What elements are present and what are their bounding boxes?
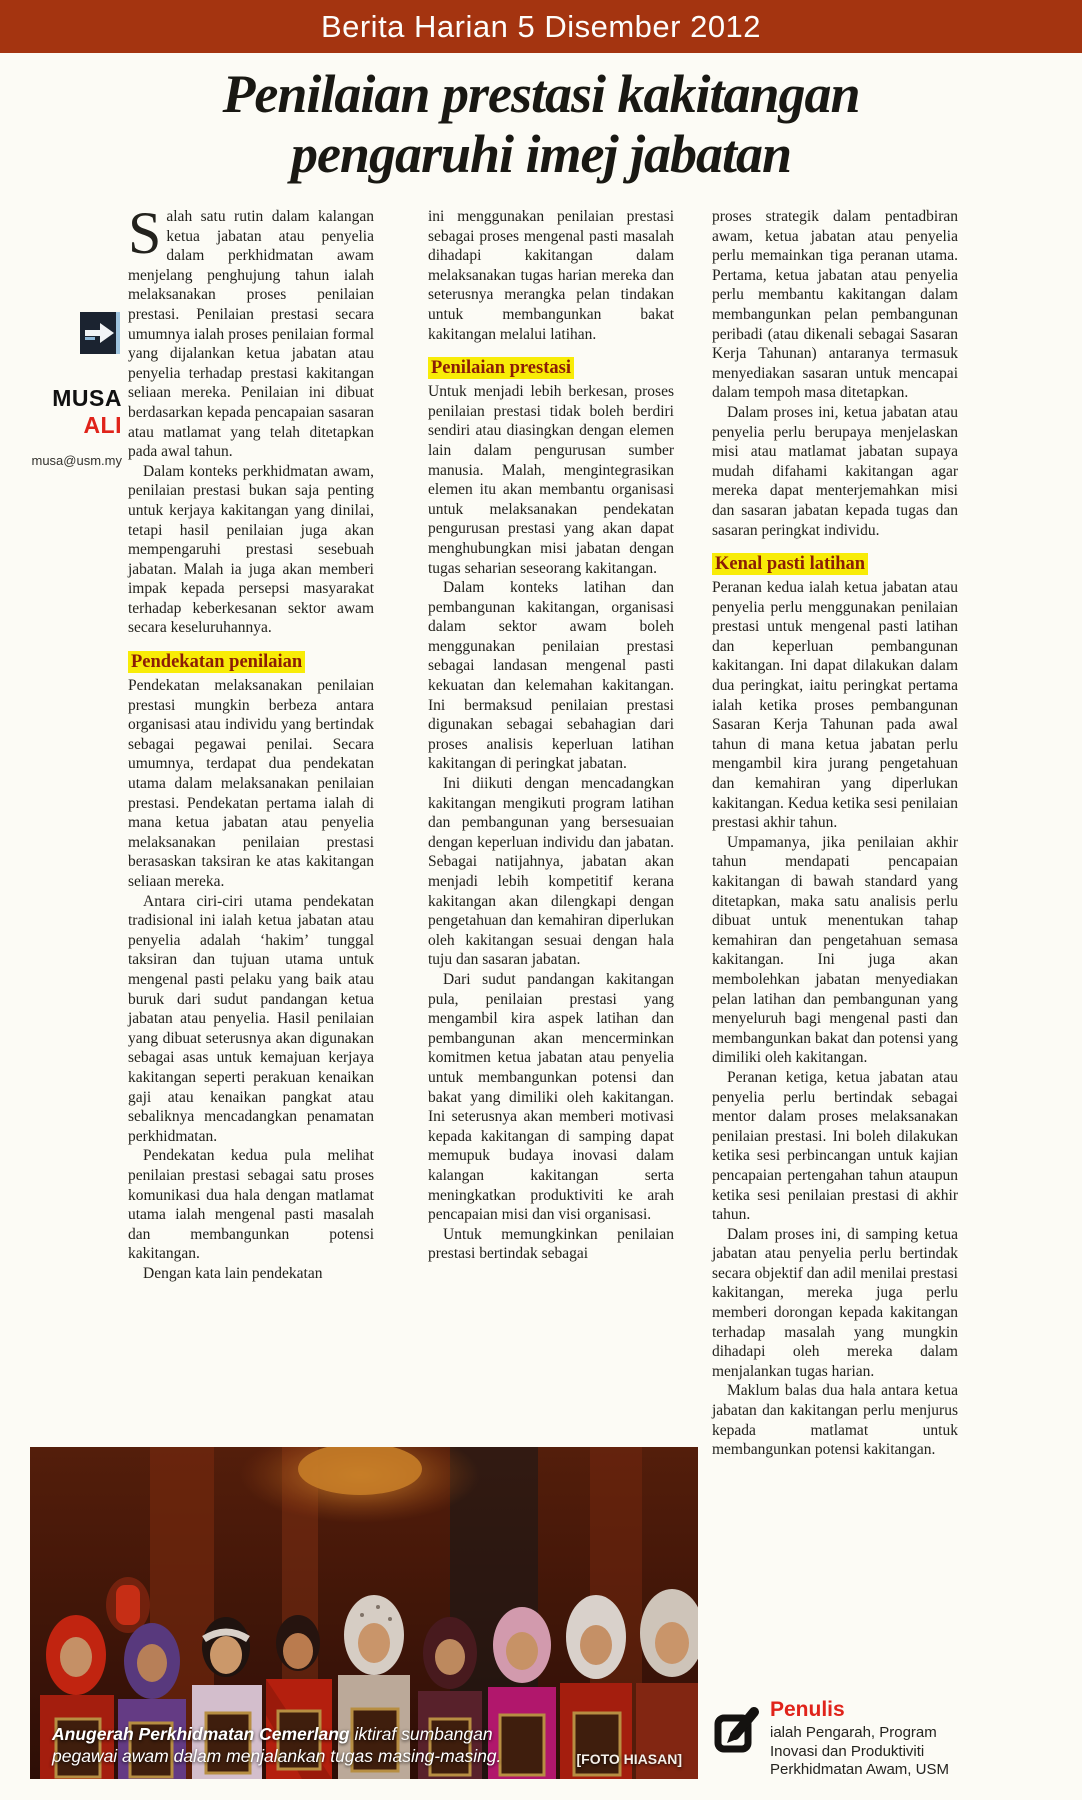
author-rail [18,312,122,468]
body-paragraph: Maklum balas dua hala antara ketua jabatan dan kakitangan perlu menjurus kepada matlamat untuk membangunkan potensi kakitangan. [712,1382,958,1459]
penulis-body [770,1698,966,1780]
body-paragraph: Pendekatan melaksanakan penilaian prestasi mungkin berbeza antara organisasi atau individu yang bertindak sebagai pegawai penilai. Secara umumnya, terdapat dua pendekatan utama dalam melaksanakan penilaian prestasi. Pendekatan pertama ialah di mana ketua jabatan atau penyelia melaksanakan penilaian prestasi berasaskan taksiran ke atas kakitangan seliaan mereka. [128,677,374,890]
body-paragraph: Dalam proses ini, di samping ketua jabatan atau penyelia perlu bertindak secara objektif dan adil menilai prestasi kakitangan, mereka juga perlu memberi dorongan kepada kakitangan terhadap masalah yang mungkin dihadapi oleh mereka dalam menjalankan tugas harian. [712,1225,958,1380]
body-paragraph: Pendekatan kedua pula melihat penilaian prestasi sebagai satu proses komunikasi dua hala dengan matlamat utama ialah mengenal pasti masalah dan membangunkan potensi kakitangan. [128,1147,374,1263]
highlighted-subheading: Kenal pasti latihan [712,553,868,575]
author-last-name: ALI [83,412,122,438]
masthead-title: Berita Harian 5 Disember 2012 [320,8,762,44]
photo-credit: [FOTO HIASAN] [576,1751,682,1767]
headline-line-2: pengaruhi imej jabatan [290,124,792,184]
pen-edit-icon [714,1706,760,1754]
photo-caption [52,1723,548,1767]
body-paragraph: Peranan kedua ialah ketua jabatan atau penyelia perlu menggunakan penilaian prestasi untuk mengenal pasti latihan dan keperluan pembangunan kakitangan. Ini dapat dilakukan dalam dua peringkat, iaitu peringkat pertama ialah ketika proses pembangunan Sasaran Kerja Tahunan pada awal tahun di mana ketua jabatan perlu mengambil kira jurang pengetahuan dan kemahiran yang diperlukan kakitangan. Kedua ketika sesi penilaian prestasi akhir tahun. [712,579,958,832]
headline-line-1: Penilaian prestasi kakitangan [222,64,860,124]
body-paragraph: Dengan kata lain pendekatan [143,1264,323,1282]
body-paragraph: ini menggunakan penilaian prestasi sebagai proses mengenal pasti masalah dihadapi kakitangan dalam melaksanakan tugas harian mereka dan seterusnya merangka pelan tindakan untuk membangunkan bakat kakitangan melalui latihan. [428,208,674,343]
body-paragraph: Dari sudut pandangan kakitangan pula, penilaian prestasi yang mengambil kira aspek latihan dan pembangunan akan mencerminkan komitmen ketua jabatan atau penyelia untuk membangunkan potensi dan bakat yang dimiliki oleh kakitangan. Ini seterusnya akan memberi motivasi kepada kakitangan di samping dapat memupuk budaya inovasi dalam kalangan kakitangan serta meningkatkan produktiviti ke arah pencapaian misi dan visi organisasi. [428,970,674,1224]
article-column-2 [428,207,674,1264]
penulis-box [714,1698,966,1780]
lead-paragraph-text: alah satu rutin dalam kalangan ketua jabatan atau penyelia dalam perkhidmatan awam menjelang penghujung tahun ialah melaksanakan proses penilaian prestasi. Penilaian prestasi secara umumnya ialah proses penilaian formal yang dijalankan ketua jabatan atau penyelia terhadap prestasi kakitangan seliaan mereka. Penilaian ini dibuat berdasarkan kepada pencapaian sasaran atau matlamat yang telah ditetapkan pada awal tahun. [128,208,374,461]
body-paragraph: Untuk memungkinkan penilaian prestasi bertindak sebagai [428,1225,674,1263]
masthead-banner [0,0,1082,53]
body-paragraph: Untuk menjadi lebih berkesan, proses penilaian prestasi tidak boleh berdiri sendiri atau diasingkan dengan elemen lain dalam pengurusan sumber manusia. Malah, mengintegrasikan elemen itu akan membantu organisasi untuk melaksanakan pendekatan pengurusan prestasi yang akan dapat menghubungkan misi jabatan dengan tugas seharian seseorang kakitangan. [428,383,674,577]
drop-cap: S [128,200,162,266]
article-column-1 [128,200,374,1283]
penulis-text: ialah Pengarah, Program Inovasi dan Produktiviti Perkhidmatan Awam, USM [770,1724,949,1778]
body-paragraph: Ini diikuti dengan mencadangkan kakitangan mengikuti program latihan dan pembangunan yang bersesuaian dengan keperluan individu dan jabatan. Sebagai natijahnya, jabatan akan menjadi lebih kompetitif kerana kakitangan akan dilengkapi dengan pengetahuan dan kemahiran diperlukan oleh kakitangan sesuai dengan hala tuju dan sasaran jabatan. [428,775,674,969]
body-paragraph: Antara ciri-ciri utama pendekatan tradisional ini ialah ketua jabatan atau penyelia adalah ‘hakim’ tunggal taksiran dan tujuan utama untuk mengenal pasti pelaku yang baik atau buruk dari sudut pandangan ketua jabatan atau penyelia. Hasil penilaian yang dibuat seterusnya akan digunakan sebagai asas untuk kemajuan kerjaya kakitangan seperti perakuan kenaikan gaji atau kenaikan pangkat atau sebaliknya mencadangkan penamatan perkhidmatan. [128,892,374,1145]
body-paragraph: Dalam konteks perkhidmatan awam, penilaian prestasi bukan saja penting untuk kerjaya kakitangan yang dinilai, tetapi hasil penilaian juga akan mempengaruhi prestasi sesebuah jabatan. Malah ia juga akan memberi impak kepada persepsi masyarakat terhadap keberkesanan sektor awam secara keseluruhannya. [128,462,374,637]
body-paragraph: Peranan ketiga, ketua jabatan atau penyelia perlu bertindak sebagai mentor dalam proses melaksanakan penilaian prestasi. Ini boleh dilakukan ketika sesi perbincangan untuk kajian pencapaian pertengahan tahun ataupun ketika sesi penilaian prestasi di akhir tahun. [712,1068,958,1224]
penulis-label: Penulis [770,1698,845,1721]
body-paragraph: Umpamanya, jika penilaian akhir tahun mendapati pencapaian kakitangan di bawah standard yang ditetapkan, maka satu analisis perlu dibuat untuk menentukan tahap kemahiran dan pengetahuan semasa kakitangan. Ini juga akan membolehkan jabatan menyediakan pelan latihan dan pembangunan yang menyeluruh bagi mengenal pasti dan membangunkan bakat dan potensi yang dimiliki oleh kakitangan. [712,833,958,1067]
subheading-pendekatan-penilaian [128,651,374,673]
body-paragraph: Dalam konteks latihan dan pembangunan kakitangan, organisasi dalam sektor awam boleh menggunakan penilaian prestasi sebagai landasan mengenal pasti kekuatan dan kelemahan kakitangan. Ini bermaksud penilaian prestasi digunakan sebagai sebahagian dari proses analisis keperluan latihan kakitangan di peringkat jabatan. [428,579,674,773]
body-paragraph: proses strategik dalam pentadbiran awam, ketua jabatan atau penyelia perlu memainkan tiga peranan utama. Pertama, ketua jabatan atau penyelia perlu membantu kakitangan dalam membangunkan pelan pembangunan peribadi (atau dikenali sebagai Sasaran Kerja Tahunan) antaranya termasuk menyediakan sasaran untuk mencapai dalam tempoh masa ditetapkan. [712,208,958,402]
photo-caption-title: Anugerah Perkhidmatan Cemerlang [52,1724,350,1744]
arrow-right-icon [80,312,120,354]
article-column-3 [712,207,958,1460]
subheading-penilaian-prestasi [428,357,674,379]
photo [30,1447,698,1779]
highlighted-subheading: Penilaian prestasi [428,357,574,379]
lead-paragraph [128,200,374,462]
highlighted-subheading: Pendekatan penilaian [128,651,305,673]
author-first-name: MUSA [52,385,122,411]
body-paragraph: Dalam proses ini, ketua jabatan atau penyelia perlu berupaya menjelaskan misi atau matlamat jabatan supaya mudah difahami kakitangan agar mereka dapat menterjemahkan misi dan sasaran jabatan kepada tugas dan sasaran peringkat individu. [712,403,958,539]
photo-caption-text: iktiraf sumbangan pegawai awam dalam menjalankan tugas masing-masing. [52,1724,502,1766]
subheading-kenal-pasti-latihan [712,553,958,575]
author-email: musa@usm.my [31,453,122,468]
article-headline [60,64,1022,184]
